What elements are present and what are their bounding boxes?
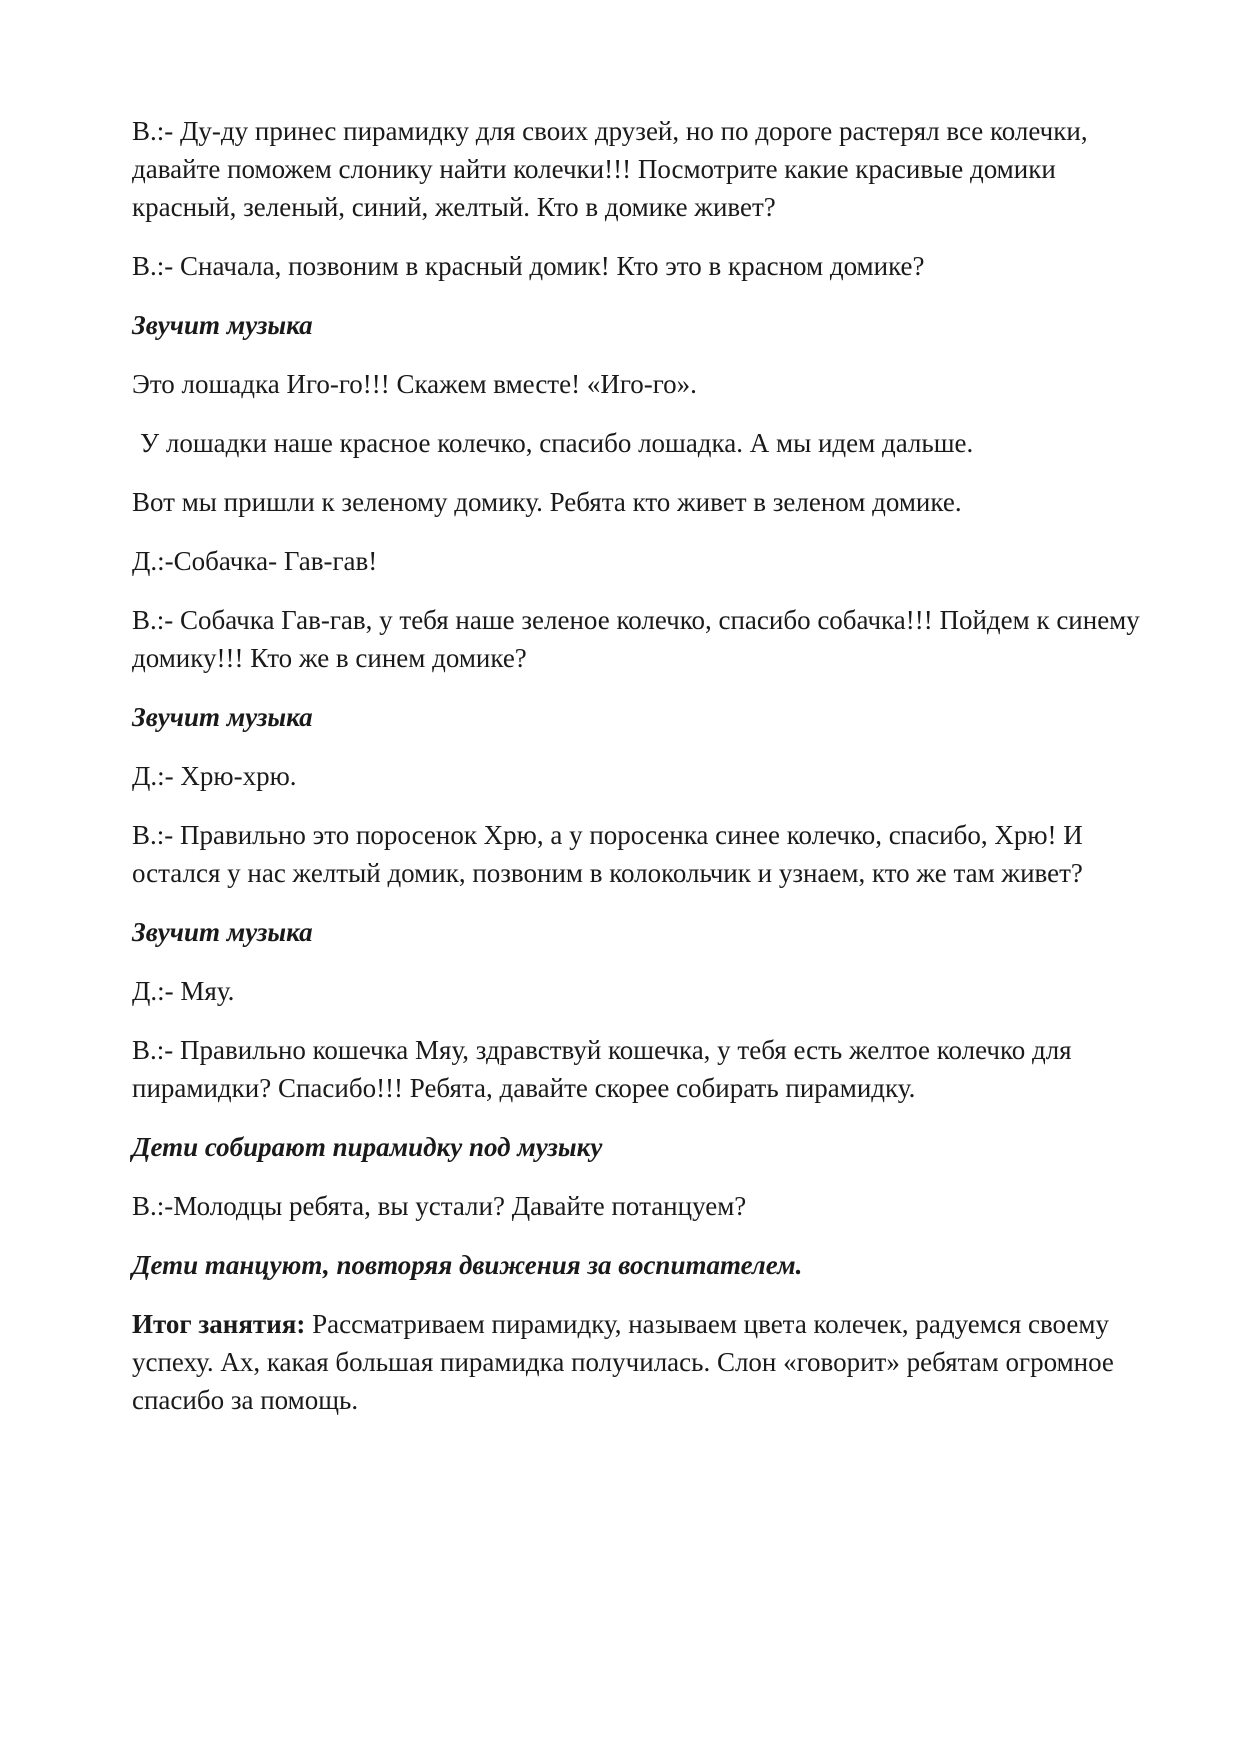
paragraph-intro: В.:- Ду-ду принес пирамидку для своих друзей, но по дороге растерял все колечки, давайте поможем слонику найти колечки!!! Посмотрите какие красивые домики красный, зеленый, синий, желтый. Кто в домике живет?: [132, 116, 1088, 222]
stage-direction-build-pyramid: Дети собирают пирамидку под музыку: [132, 1132, 603, 1162]
paragraph-red-house: В.:- Сначала, позвоним в красный домик! Кто это в красном домике?: [132, 251, 925, 281]
paragraph-blue-ring: В.:- Правильно это поросенок Хрю, а у поросенка синее колечко, спасибо, Хрю! И остался у нас желтый домик, позвоним в колокольчик и узнаем, кто же там живет?: [132, 820, 1083, 888]
document-page: [132, 112, 1152, 1440]
stage-direction-music: Звучит музыка: [132, 310, 313, 340]
stage-direction-music: Звучит музыка: [132, 917, 313, 947]
paragraph-summary: [132, 1305, 1152, 1419]
paragraph-pig-answer: Д.:- Хрю-хрю.: [132, 761, 297, 791]
paragraph-cat-answer: Д.:- Мяу.: [132, 976, 235, 1006]
paragraph-yellow-ring: В.:- Правильно кошечка Мяу, здравствуй кошечка, у тебя есть желтое колечко для пирамидки? Спасибо!!! Ребята, давайте скорее собирать пирамидку.: [132, 1035, 1072, 1103]
stage-direction-dance: Дети танцуют, повторяя движения за воспитателем.: [132, 1250, 803, 1280]
paragraph-red-ring: У лошадки наше красное колечко, спасибо лошадка. А мы идем дальше.: [140, 428, 974, 458]
paragraph-dog-answer: Д.:-Собачка- Гав-гав!: [132, 546, 378, 576]
paragraph-green-house: Вот мы пришли к зеленому домику. Ребята кто живет в зеленом домике.: [132, 487, 962, 517]
stage-direction-music: Звучит музыка: [132, 702, 313, 732]
summary-label: Итог занятия:: [132, 1309, 306, 1339]
paragraph-dance-invite: В.:-Молодцы ребята, вы устали? Давайте потанцуем?: [132, 1191, 747, 1221]
summary-text: Рассматриваем пирамидку, называем цвета колечек, радуемся своему успеху. Ах, какая большая пирамидка получилась. Слон «говорит» ребятам огромное спасибо за помощь.: [132, 1309, 1114, 1415]
paragraph-green-ring: В.:- Собачка Гав-гав, у тебя наше зеленое колечко, спасибо собачка!!! Пойдем к синему домику!!! Кто же в синем домике?: [132, 605, 1140, 673]
paragraph-horse: Это лошадка Иго-го!!! Скажем вместе! «Иго-го».: [132, 369, 697, 399]
